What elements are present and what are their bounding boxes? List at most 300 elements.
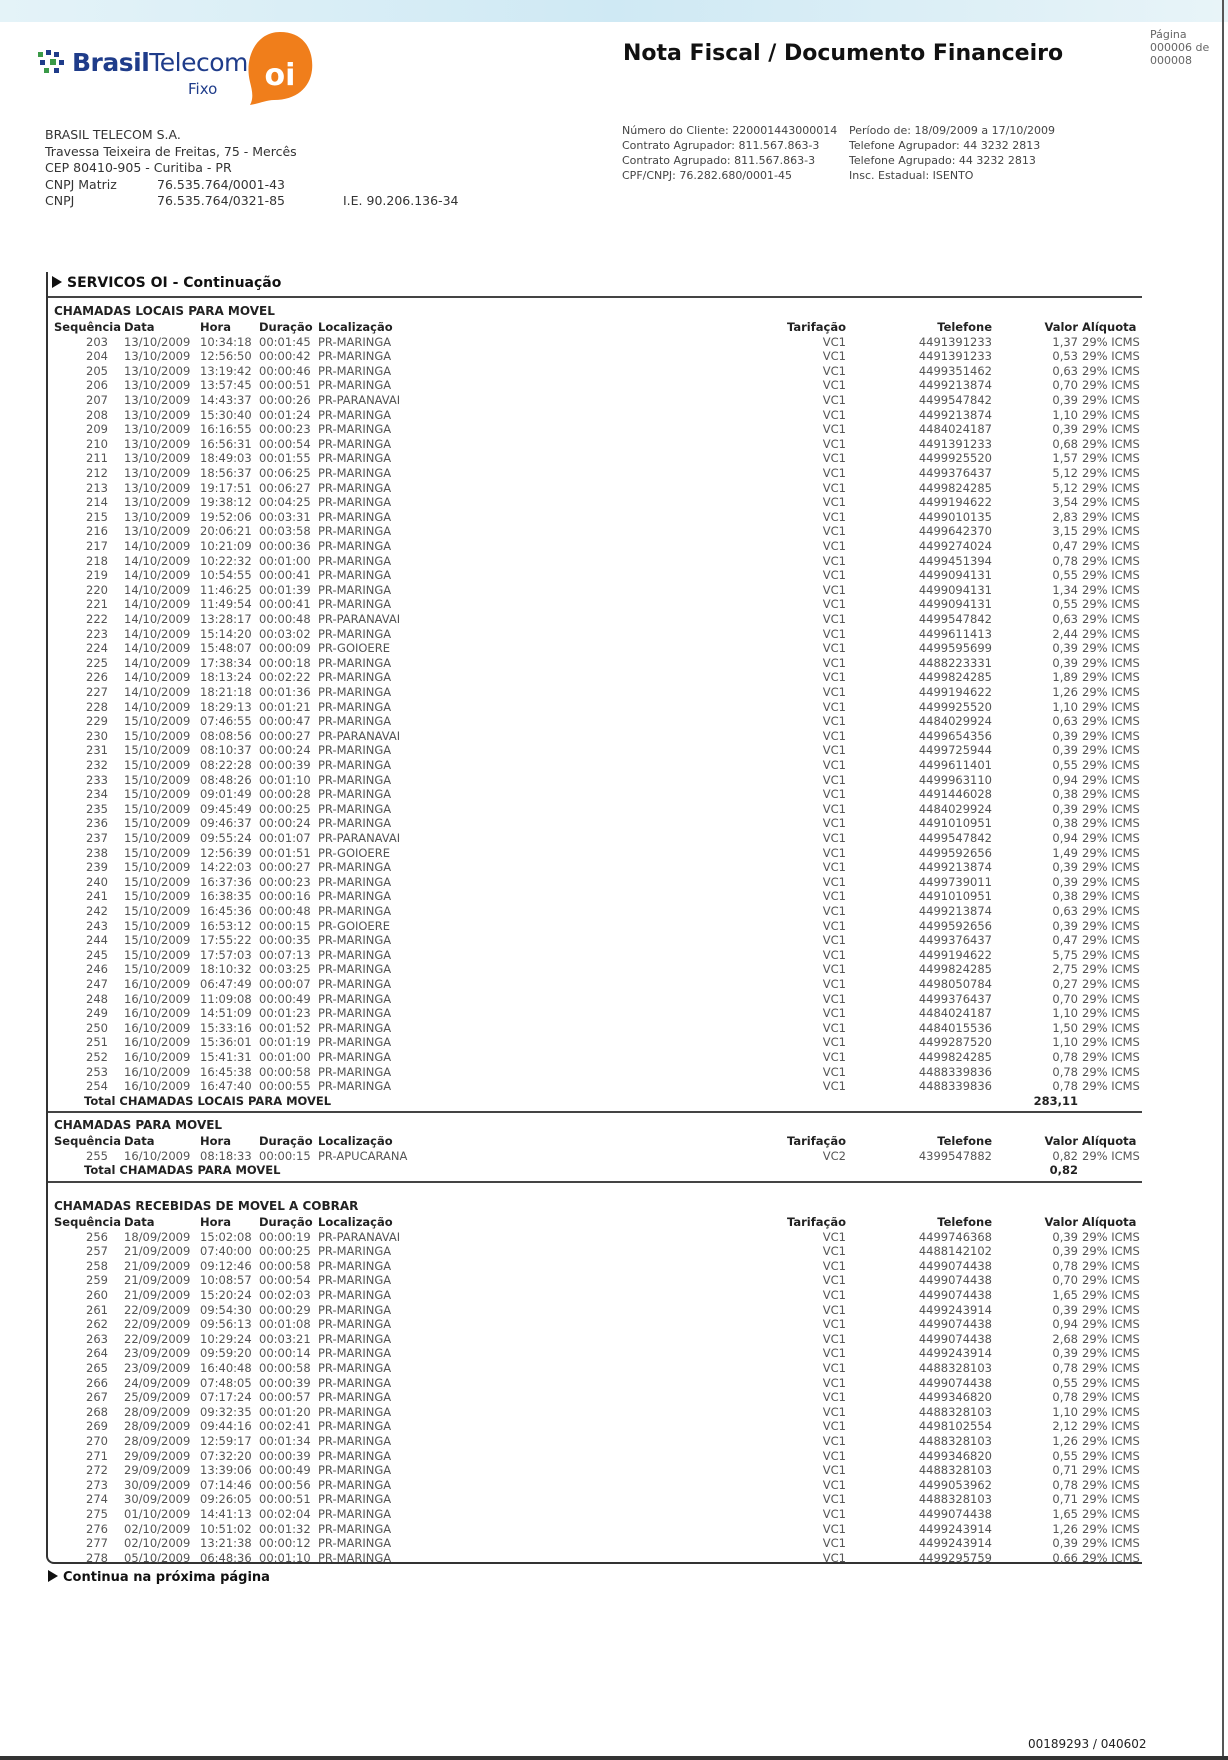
cell-date: 22/09/2009 bbox=[124, 1331, 191, 1346]
cell-loc: PR-MARINGA bbox=[318, 685, 392, 699]
cell-seq: 273 bbox=[86, 1477, 108, 1492]
cell-date: 14/10/2009 bbox=[124, 670, 191, 685]
cell-dur: 00:00:07 bbox=[259, 977, 311, 991]
table-row bbox=[54, 1050, 1142, 1065]
cell-ali: 29% ICMS bbox=[1082, 1317, 1140, 1332]
cell-val: 0,39 bbox=[1052, 655, 1078, 670]
table-row bbox=[54, 1405, 1142, 1420]
cell-tar: VC1 bbox=[822, 1492, 846, 1507]
column-header-val: Valor bbox=[1044, 1134, 1078, 1148]
cell-tar: VC1 bbox=[822, 962, 846, 977]
cell-val: 0,71 bbox=[1052, 1492, 1078, 1507]
cell-tel: 4499739011 bbox=[918, 874, 992, 889]
cell-val: 0,39 bbox=[1052, 641, 1078, 656]
cell-hora: 10:51:02 bbox=[200, 1521, 252, 1536]
table-row bbox=[54, 627, 1142, 642]
cell-tar: VC1 bbox=[822, 1331, 846, 1346]
cell-tel: 4499547842 bbox=[918, 393, 992, 407]
cell-tar: VC1 bbox=[822, 1375, 846, 1390]
cell-date: 30/09/2009 bbox=[124, 1492, 191, 1507]
cell-val: 0,78 bbox=[1052, 1361, 1078, 1375]
cell-date: 15/10/2009 bbox=[124, 918, 191, 933]
table-row bbox=[54, 860, 1142, 875]
cell-seq: 212 bbox=[86, 466, 108, 480]
cell-tel: 4491391233 bbox=[918, 334, 992, 349]
cell-dur: 00:00:23 bbox=[259, 422, 311, 437]
contrato-agrupado: Contrato Agrupado: 811.567.863-3 bbox=[622, 154, 816, 167]
cell-tel: 4488328103 bbox=[918, 1492, 992, 1507]
cell-val: 0,38 bbox=[1052, 816, 1078, 831]
column-header-ali: Alíquota bbox=[1082, 1134, 1137, 1148]
cell-dur: 00:01:45 bbox=[259, 334, 311, 349]
cell-val: 0,78 bbox=[1052, 1477, 1078, 1492]
cell-val: 0,39 bbox=[1052, 1346, 1078, 1361]
cell-hora: 16:45:38 bbox=[200, 1064, 252, 1079]
cell-ali: 29% ICMS bbox=[1082, 422, 1140, 437]
cell-tar: VC1 bbox=[822, 1317, 846, 1332]
column-header-tar: Tarifação bbox=[787, 1215, 846, 1229]
cell-date: 15/10/2009 bbox=[124, 860, 191, 875]
cell-loc: PR-MARINGA bbox=[318, 466, 392, 480]
cell-dur: 00:00:46 bbox=[259, 363, 311, 378]
cell-seq: 257 bbox=[86, 1244, 108, 1259]
cell-date: 15/10/2009 bbox=[124, 758, 191, 772]
cell-loc: PR-MARINGA bbox=[318, 860, 392, 875]
group-total-label: Total CHAMADAS PARA MOVEL bbox=[84, 1163, 281, 1178]
cell-loc: PR-MARINGA bbox=[318, 889, 392, 904]
cell-tar: VC1 bbox=[822, 1064, 846, 1079]
cell-ali: 29% ICMS bbox=[1082, 1492, 1140, 1507]
cell-ali: 29% ICMS bbox=[1082, 539, 1140, 553]
cell-hora: 11:46:25 bbox=[200, 582, 252, 597]
cell-val: 1,10 bbox=[1052, 699, 1078, 714]
cell-tel: 4499592656 bbox=[918, 918, 992, 933]
group-total-row bbox=[54, 1094, 1142, 1109]
cell-val: 1,34 bbox=[1052, 582, 1078, 597]
cell-val: 0,39 bbox=[1052, 874, 1078, 889]
cell-date: 16/10/2009 bbox=[124, 977, 191, 991]
cell-date: 15/10/2009 bbox=[124, 947, 191, 962]
cell-ali: 29% ICMS bbox=[1082, 699, 1140, 714]
cell-val: 0,78 bbox=[1052, 1050, 1078, 1064]
cell-dur: 00:01:34 bbox=[259, 1434, 311, 1448]
cell-val: 0,39 bbox=[1052, 728, 1078, 743]
cell-loc: PR-MARINGA bbox=[318, 1273, 392, 1288]
cell-dur: 00:01:39 bbox=[259, 582, 311, 597]
cell-ali: 29% ICMS bbox=[1082, 860, 1140, 875]
cell-seq: 269 bbox=[86, 1419, 108, 1434]
cell-seq: 220 bbox=[86, 582, 108, 597]
cell-date: 13/10/2009 bbox=[124, 495, 191, 510]
cell-date: 16/10/2009 bbox=[124, 1020, 191, 1035]
cell-date: 13/10/2009 bbox=[124, 524, 191, 539]
page-total: 000008 bbox=[1150, 54, 1192, 67]
cell-dur: 00:03:21 bbox=[259, 1331, 311, 1346]
table-row bbox=[54, 977, 1142, 992]
cell-tar: VC1 bbox=[822, 1020, 846, 1035]
cell-ali: 29% ICMS bbox=[1082, 1361, 1140, 1375]
cell-dur: 00:01:07 bbox=[259, 831, 311, 845]
cell-tel: 4488328103 bbox=[918, 1404, 992, 1419]
cell-date: 15/10/2009 bbox=[124, 933, 191, 948]
column-header-loc: Localização bbox=[318, 320, 393, 334]
cell-seq: 218 bbox=[86, 553, 108, 568]
oi-logo-icon bbox=[244, 30, 316, 106]
cell-date: 15/10/2009 bbox=[124, 874, 191, 889]
cell-ali: 29% ICMS bbox=[1082, 1507, 1140, 1521]
cell-ali: 29% ICMS bbox=[1082, 772, 1140, 787]
cell-dur: 00:03:31 bbox=[259, 509, 311, 524]
group-total-value: 283,11 bbox=[1033, 1093, 1078, 1108]
table-row bbox=[54, 437, 1142, 452]
cell-loc: PR-MARINGA bbox=[318, 743, 392, 758]
cell-date: 28/09/2009 bbox=[124, 1419, 191, 1434]
cell-date: 15/10/2009 bbox=[124, 772, 191, 787]
cell-date: 24/09/2009 bbox=[124, 1375, 191, 1390]
table-row bbox=[54, 846, 1142, 861]
cell-date: 13/10/2009 bbox=[124, 393, 191, 407]
cell-loc: PR-MARINGA bbox=[318, 1079, 392, 1094]
cell-tar: VC1 bbox=[822, 597, 846, 612]
cell-tel: 4499654356 bbox=[918, 728, 992, 743]
cell-hora: 14:43:37 bbox=[200, 393, 252, 407]
cell-date: 15/10/2009 bbox=[124, 801, 191, 816]
cell-dur: 00:00:42 bbox=[259, 349, 311, 364]
table-row bbox=[54, 1346, 1142, 1361]
cell-dur: 00:00:35 bbox=[259, 933, 311, 948]
cell-date: 14/10/2009 bbox=[124, 685, 191, 699]
cell-ali: 29% ICMS bbox=[1082, 451, 1140, 466]
cell-loc: PR-MARINGA bbox=[318, 1331, 392, 1346]
cell-ali: 29% ICMS bbox=[1082, 363, 1140, 378]
cell-loc: PR-MARINGA bbox=[318, 524, 392, 539]
cell-hora: 18:29:13 bbox=[200, 699, 252, 714]
cell-tar: VC1 bbox=[822, 1521, 846, 1536]
cell-dur: 00:01:00 bbox=[259, 1050, 311, 1064]
cell-tar: VC1 bbox=[822, 495, 846, 510]
cell-tar: VC1 bbox=[822, 1244, 846, 1259]
cell-seq: 272 bbox=[86, 1463, 108, 1478]
cell-seq: 248 bbox=[86, 991, 108, 1006]
cell-dur: 00:00:25 bbox=[259, 1244, 311, 1259]
table-row bbox=[54, 1317, 1142, 1332]
cell-seq: 276 bbox=[86, 1521, 108, 1536]
cell-tel: 4499376437 bbox=[918, 933, 992, 948]
cell-val: 0,38 bbox=[1052, 787, 1078, 802]
group-title: CHAMADAS LOCAIS PARA MOVEL bbox=[54, 304, 275, 318]
table-row bbox=[54, 1376, 1142, 1391]
cell-val: 5,12 bbox=[1052, 466, 1078, 480]
table-row bbox=[54, 875, 1142, 890]
cell-hora: 09:01:49 bbox=[200, 787, 252, 802]
cell-val: 0,55 bbox=[1052, 758, 1078, 772]
cell-tel: 4499010135 bbox=[918, 509, 992, 524]
cell-hora: 15:02:08 bbox=[200, 1229, 252, 1244]
cell-hora: 13:28:17 bbox=[200, 612, 252, 626]
cell-hora: 11:49:54 bbox=[200, 597, 252, 612]
cell-loc: PR-MARINGA bbox=[318, 1507, 392, 1521]
cell-val: 1,89 bbox=[1052, 670, 1078, 685]
cell-seq: 232 bbox=[86, 758, 108, 772]
table-row bbox=[54, 670, 1142, 685]
cell-date: 15/10/2009 bbox=[124, 845, 191, 860]
cell-hora: 10:21:09 bbox=[200, 539, 252, 553]
cell-tel: 4499074438 bbox=[918, 1258, 992, 1273]
cell-ali: 29% ICMS bbox=[1082, 670, 1140, 685]
cell-date: 29/09/2009 bbox=[124, 1463, 191, 1478]
table-row bbox=[54, 933, 1142, 948]
cell-loc: PR-PARANAVAI bbox=[318, 1229, 401, 1244]
cell-tel: 4499053962 bbox=[918, 1477, 992, 1492]
cell-loc: PR-MARINGA bbox=[318, 568, 392, 583]
cell-ali: 29% ICMS bbox=[1082, 991, 1140, 1006]
cell-seq: 217 bbox=[86, 539, 108, 553]
cpf-cnpj: CPF/CNPJ: 76.282.680/0001-45 bbox=[622, 169, 792, 182]
cell-seq: 262 bbox=[86, 1317, 108, 1332]
cell-loc: PR-MARINGA bbox=[318, 1434, 392, 1448]
cell-seq: 254 bbox=[86, 1079, 108, 1094]
cell-dur: 00:00:47 bbox=[259, 714, 311, 729]
cell-seq: 239 bbox=[86, 860, 108, 875]
cnpj-label: CNPJ bbox=[45, 193, 75, 208]
cell-val: 0,94 bbox=[1052, 772, 1078, 787]
cell-ali: 29% ICMS bbox=[1082, 1463, 1140, 1478]
page-number bbox=[1150, 28, 1209, 67]
column-header-date: Data bbox=[124, 320, 155, 334]
cell-hora: 18:56:37 bbox=[200, 466, 252, 480]
cell-date: 13/10/2009 bbox=[124, 451, 191, 466]
cell-date: 14/10/2009 bbox=[124, 655, 191, 670]
cell-tar: VC1 bbox=[822, 889, 846, 904]
table-row bbox=[54, 656, 1142, 671]
cell-dur: 00:00:26 bbox=[259, 393, 311, 407]
contrato-agrupador: Contrato Agrupador: 811.567.863-3 bbox=[622, 139, 820, 152]
table-row bbox=[54, 510, 1142, 525]
cell-ali: 29% ICMS bbox=[1082, 1148, 1140, 1163]
cell-hora: 09:46:37 bbox=[200, 816, 252, 831]
cell-dur: 00:00:19 bbox=[259, 1229, 311, 1244]
cell-dur: 00:00:49 bbox=[259, 991, 311, 1006]
cell-tar: VC1 bbox=[822, 466, 846, 480]
cell-seq: 235 bbox=[86, 801, 108, 816]
cell-tar: VC1 bbox=[822, 1346, 846, 1361]
cell-dur: 00:00:24 bbox=[259, 743, 311, 758]
cell-ali: 29% ICMS bbox=[1082, 349, 1140, 364]
cell-val: 0,70 bbox=[1052, 378, 1078, 393]
cell-loc: PR-MARINGA bbox=[318, 1050, 392, 1064]
cell-dur: 00:00:58 bbox=[259, 1361, 311, 1375]
cell-loc: PR-MARINGA bbox=[318, 787, 392, 802]
cell-date: 15/10/2009 bbox=[124, 714, 191, 729]
brasil-telecom-logo bbox=[36, 40, 248, 100]
cell-loc: PR-PARANAVAI bbox=[318, 831, 401, 845]
cell-dur: 00:00:54 bbox=[259, 436, 311, 451]
cell-dur: 00:00:27 bbox=[259, 860, 311, 875]
cell-tar: VC1 bbox=[822, 1419, 846, 1434]
cell-loc: PR-PARANAVAI bbox=[318, 728, 401, 743]
cell-tel: 4488223331 bbox=[918, 655, 992, 670]
cell-loc: PR-MARINGA bbox=[318, 597, 392, 612]
cell-val: 3,54 bbox=[1052, 495, 1078, 510]
cell-val: 5,75 bbox=[1052, 947, 1078, 962]
cell-hora: 20:06:21 bbox=[200, 524, 252, 539]
table-row bbox=[54, 539, 1142, 554]
cell-dur: 00:00:16 bbox=[259, 889, 311, 904]
cell-dur: 00:01:55 bbox=[259, 451, 311, 466]
cell-hora: 19:38:12 bbox=[200, 495, 252, 510]
cell-dur: 00:00:28 bbox=[259, 787, 311, 802]
cell-loc: PR-MARINGA bbox=[318, 407, 392, 422]
cell-loc: PR-MARINGA bbox=[318, 977, 392, 991]
cell-loc: PR-PARANAVAI bbox=[318, 612, 401, 626]
cell-date: 15/10/2009 bbox=[124, 904, 191, 918]
cell-tel: 4499547842 bbox=[918, 612, 992, 626]
cell-date: 14/10/2009 bbox=[124, 597, 191, 612]
cell-loc: PR-MARINGA bbox=[318, 1419, 392, 1434]
cell-val: 0,94 bbox=[1052, 831, 1078, 845]
cell-tel: 4399547882 bbox=[918, 1148, 992, 1163]
company-address: Travessa Teixeira de Freitas, 75 - Mercês bbox=[45, 143, 297, 159]
cell-dur: 00:01:23 bbox=[259, 1006, 311, 1021]
cell-tel: 4491010951 bbox=[918, 816, 992, 831]
cell-hora: 09:44:16 bbox=[200, 1419, 252, 1434]
cell-seq: 231 bbox=[86, 743, 108, 758]
cell-tar: VC1 bbox=[822, 582, 846, 597]
cell-ali: 29% ICMS bbox=[1082, 933, 1140, 948]
cell-tar: VC1 bbox=[822, 728, 846, 743]
cell-tel: 4499376437 bbox=[918, 991, 992, 1006]
cell-date: 14/10/2009 bbox=[124, 626, 191, 641]
cell-hora: 09:26:05 bbox=[200, 1492, 252, 1507]
cell-hora: 08:18:33 bbox=[200, 1148, 252, 1163]
cell-tar: VC1 bbox=[822, 451, 846, 466]
cell-date: 15/10/2009 bbox=[124, 743, 191, 758]
table-row bbox=[54, 335, 1142, 350]
cell-val: 0,94 bbox=[1052, 1317, 1078, 1332]
cell-loc: PR-MARINGA bbox=[318, 582, 392, 597]
cell-loc: PR-MARINGA bbox=[318, 1492, 392, 1507]
cell-seq: 270 bbox=[86, 1434, 108, 1448]
cell-date: 13/10/2009 bbox=[124, 422, 191, 437]
cell-loc: PR-MARINGA bbox=[318, 1346, 392, 1361]
table-header bbox=[54, 1215, 1142, 1230]
cell-ali: 29% ICMS bbox=[1082, 1434, 1140, 1448]
cell-loc: PR-MARINGA bbox=[318, 553, 392, 568]
group-divider bbox=[48, 1111, 1142, 1113]
cell-seq: 211 bbox=[86, 451, 108, 466]
cell-tar: VC1 bbox=[822, 1229, 846, 1244]
cell-tar: VC1 bbox=[822, 436, 846, 451]
cell-tar: VC1 bbox=[822, 904, 846, 918]
cell-seq: 278 bbox=[86, 1550, 108, 1565]
cell-hora: 15:20:24 bbox=[200, 1288, 252, 1302]
cell-tel: 4488339836 bbox=[918, 1064, 992, 1079]
cell-tar: VC1 bbox=[822, 845, 846, 860]
cell-hora: 07:17:24 bbox=[200, 1390, 252, 1405]
cell-hora: 16:40:48 bbox=[200, 1361, 252, 1375]
cell-date: 15/10/2009 bbox=[124, 889, 191, 904]
cell-ali: 29% ICMS bbox=[1082, 1079, 1140, 1094]
cell-ali: 29% ICMS bbox=[1082, 1419, 1140, 1434]
cell-loc: PR-MARINGA bbox=[318, 801, 392, 816]
cell-date: 13/10/2009 bbox=[124, 407, 191, 422]
cell-date: 16/10/2009 bbox=[124, 1050, 191, 1064]
table-row bbox=[54, 524, 1142, 539]
cell-date: 21/09/2009 bbox=[124, 1288, 191, 1302]
cell-val: 0,68 bbox=[1052, 436, 1078, 451]
cell-tar: VC1 bbox=[822, 1448, 846, 1463]
cell-loc: PR-MARINGA bbox=[318, 933, 392, 948]
cell-loc: PR-APUCARANA bbox=[318, 1148, 408, 1163]
cell-tel: 4499824285 bbox=[918, 670, 992, 685]
table-row bbox=[54, 1149, 1142, 1164]
cell-ali: 29% ICMS bbox=[1082, 714, 1140, 729]
cell-loc: PR-GOIOERE bbox=[318, 918, 390, 933]
cell-seq: 242 bbox=[86, 904, 108, 918]
cell-ali: 29% ICMS bbox=[1082, 1404, 1140, 1419]
cell-tel: 4499074438 bbox=[918, 1288, 992, 1302]
cell-date: 14/10/2009 bbox=[124, 539, 191, 553]
table-header bbox=[54, 320, 1142, 335]
cell-hora: 13:21:38 bbox=[200, 1536, 252, 1551]
cell-tel: 4488328103 bbox=[918, 1361, 992, 1375]
cell-ali: 29% ICMS bbox=[1082, 509, 1140, 524]
cell-val: 2,83 bbox=[1052, 509, 1078, 524]
table-row bbox=[54, 451, 1142, 466]
cell-seq: 253 bbox=[86, 1064, 108, 1079]
table-row bbox=[54, 422, 1142, 437]
cell-tel: 4499213874 bbox=[918, 378, 992, 393]
cell-ali: 29% ICMS bbox=[1082, 1020, 1140, 1035]
cell-tar: VC1 bbox=[822, 480, 846, 495]
cell-hora: 09:54:30 bbox=[200, 1302, 252, 1317]
cell-val: 0,39 bbox=[1052, 422, 1078, 437]
cell-dur: 00:03:58 bbox=[259, 524, 311, 539]
client-info-col1 bbox=[622, 123, 837, 183]
cell-loc: PR-MARINGA bbox=[318, 1375, 392, 1390]
cell-loc: PR-MARINGA bbox=[318, 816, 392, 831]
cell-val: 2,68 bbox=[1052, 1331, 1078, 1346]
cell-ali: 29% ICMS bbox=[1082, 743, 1140, 758]
column-header-ali: Alíquota bbox=[1082, 320, 1137, 334]
table-row bbox=[54, 714, 1142, 729]
cell-loc: PR-MARINGA bbox=[318, 422, 392, 437]
cell-date: 28/09/2009 bbox=[124, 1434, 191, 1448]
cell-dur: 00:06:27 bbox=[259, 480, 311, 495]
cell-hora: 13:39:06 bbox=[200, 1463, 252, 1478]
table-row bbox=[54, 1288, 1142, 1303]
cell-date: 13/10/2009 bbox=[124, 363, 191, 378]
cell-val: 0,39 bbox=[1052, 393, 1078, 407]
cell-loc: PR-MARINGA bbox=[318, 1020, 392, 1035]
cell-hora: 16:16:55 bbox=[200, 422, 252, 437]
cell-tel: 4499094131 bbox=[918, 582, 992, 597]
cell-loc: PR-MARINGA bbox=[318, 1536, 392, 1551]
cell-val: 0,78 bbox=[1052, 553, 1078, 568]
cell-dur: 00:00:56 bbox=[259, 1477, 311, 1492]
cell-seq: 205 bbox=[86, 363, 108, 378]
cell-ali: 29% ICMS bbox=[1082, 874, 1140, 889]
cell-loc: PR-MARINGA bbox=[318, 1463, 392, 1478]
cell-date: 22/09/2009 bbox=[124, 1317, 191, 1332]
cell-tar: VC1 bbox=[822, 758, 846, 772]
cell-tel: 4484029924 bbox=[918, 714, 992, 729]
cell-seq: 210 bbox=[86, 436, 108, 451]
cell-ali: 29% ICMS bbox=[1082, 1302, 1140, 1317]
cell-val: 3,15 bbox=[1052, 524, 1078, 539]
brand-sub: Fixo bbox=[188, 80, 218, 98]
column-header-val: Valor bbox=[1044, 320, 1078, 334]
